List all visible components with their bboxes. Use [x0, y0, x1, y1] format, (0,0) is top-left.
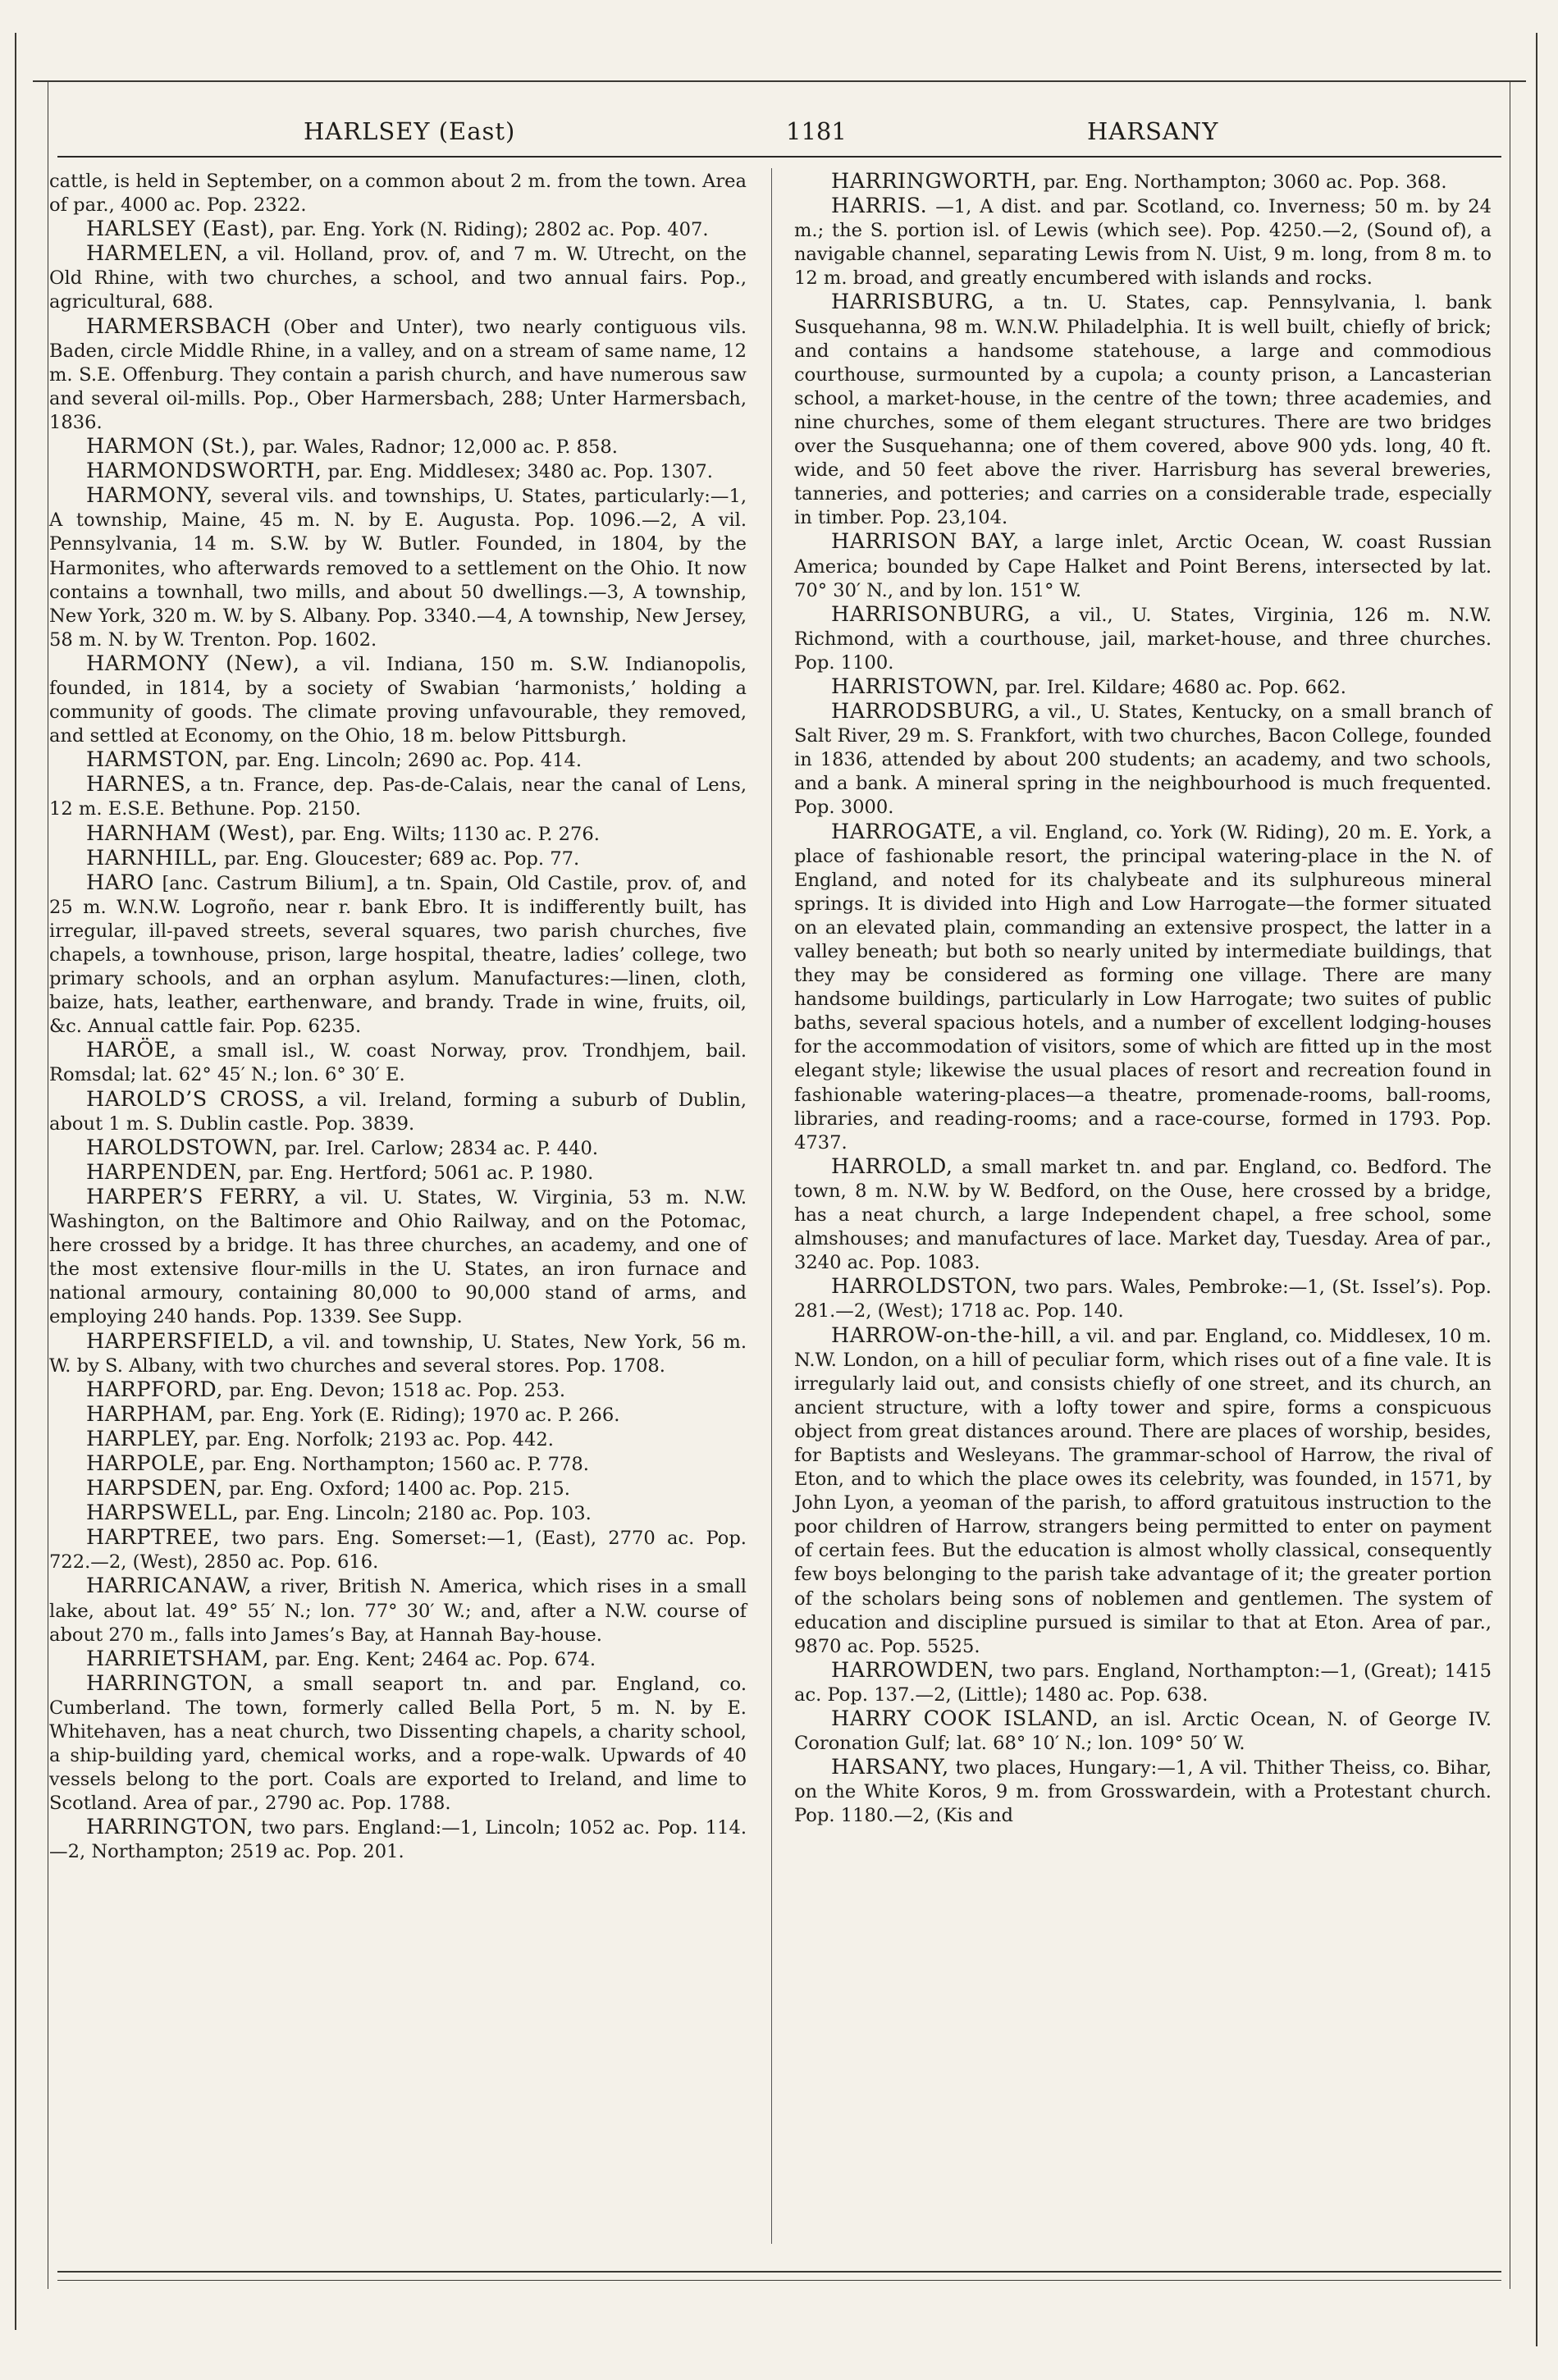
- gazetteer-entry: [49, 1403, 747, 1428]
- left-column: [49, 170, 747, 1865]
- entry-text: par. Irel. Carlow; 2834 ac. P. 440.: [284, 1137, 599, 1159]
- gazetteer-entry: [49, 1161, 747, 1185]
- entry-text: two places, Hungary:—1, A vil. Thither Theiss, co. Bihar, on the White Koros, 9 m. from Grosswardein, with a Protestant church. Pop. 1180.—2, (Kis and: [794, 1757, 1492, 1827]
- entry-headword: HARPFORD,: [86, 1377, 223, 1402]
- entry-headword: HARROLD,: [831, 1153, 953, 1179]
- gazetteer-entry: [49, 847, 747, 871]
- entry-headword: HARMONDSWORTH,: [86, 459, 322, 484]
- entry-text: par. Eng. Gloucester; 689 ac. Pop. 77.: [224, 847, 580, 870]
- entry-headword: HARRINGTON,: [86, 1670, 254, 1696]
- frame-right-line: [1536, 33, 1537, 2346]
- entry-text: a vil. Indiana, 150 m. S.W. Indianopolis, founded, in 1814, by a society of Swabian ‘harmonists,’ holding a community of goods. The climate proving unfavourable, they removed, and settled at Economy, on the Ohio, 18 m. below Pittsburgh.: [49, 653, 747, 747]
- gazetteer-entry: [49, 459, 747, 484]
- entry-headword: HARRISBURG,: [831, 290, 995, 315]
- entry-text: two pars. Eng. Somerset:—1, (East), 2770 ac. Pop. 722.—2, (West), 2850 ac. Pop. 616.: [49, 1528, 747, 1574]
- entry-text: an isl. Arctic Ocean, N. of George IV. Coronation Gulf; lat. 68° 10′ N.; lon. 109° 50′ W.: [794, 1709, 1492, 1755]
- gazetteer-entry: [49, 871, 747, 1039]
- page-number: 1181: [786, 117, 847, 145]
- gazetteer-entry: [794, 290, 1492, 530]
- entry-text: par. Eng. Middlesex; 3480 ac. Pop. 1307.: [327, 461, 713, 483]
- entry-headword: HARMERSBACH: [86, 313, 272, 339]
- entry-headword: HARROGATE,: [831, 819, 985, 844]
- entry-headword: HARPOLE,: [86, 1450, 206, 1476]
- entry-text: (Ober and Unter), two nearly contiguous vils. Baden, circle Middle Rhine, in a valley, and on a stream of same name, 12 m. S.E. Offenburg. They contain a parish church, and have numerous saw and several oil-mills. Pop., Ober Harmersbach, 288; Unter Harmersbach, 1836.: [49, 316, 747, 433]
- entry-text: —1, A dist. and par. Scotland, co. Inverness; 50 m. by 24 m.; the S. portion isl. of Lewis (which see). Pop. 4250.—2, (Sound of), a navigable channel, separating Lewis from N. Uist, 9 m. long, from 8 m. to 12 m. broad, and greatly encumbered with islands and rocks.: [794, 196, 1492, 290]
- entry-headword: HARPERSFIELD,: [86, 1328, 275, 1354]
- gazetteer-entry: [794, 194, 1492, 290]
- entry-text: par. Eng. York (N. Riding); 2802 ac. Pop. 407.: [281, 219, 709, 241]
- gazetteer-entry: [49, 1526, 747, 1574]
- entry-headword: HARNHAM (West),: [86, 820, 296, 846]
- entry-headword: HARPSWELL,: [86, 1501, 240, 1526]
- entry-headword: HAROLD’S CROSS,: [86, 1086, 306, 1112]
- entry-text: two pars. England, Northampton:—1, (Great); 1415 ac. Pop. 137.—2, (Little); 1480 ac. Pop. 638.: [794, 1660, 1492, 1706]
- gazetteer-entry: [49, 1452, 747, 1477]
- entry-text: a small isl., W. coast Norway, prov. Trondhjem, bail. Romsdal; lat. 62° 45′ N.; lon. 6° 30′ E.: [49, 1040, 747, 1086]
- gazetteer-entry: [49, 1428, 747, 1452]
- gazetteer-entry: [49, 1501, 747, 1526]
- gazetteer-entry: [49, 170, 747, 217]
- gazetteer-entry: [49, 217, 747, 242]
- entry-text: a tn. U. States, cap. Pennsylvania, l. bank Susquehanna, 98 m. W.N.W. Philadelphia. It is well built, chiefly of brick; and contains a handsome statehouse, a large and commodious courthouse, surmounted by a cupola; a county prison, a Lancasterian school, a market-house, in the centre of the town; three academies, and nine churches, some of them elegant structures. There are two bridges over the Susquehanna; one of them covered, above 900 yds. long, 40 ft. wide, and 50 feet above the river. Harrisburg has several breweries, tanneries, and potteries; and carries on a considerable trade, especially in timber. Pop. 23,104.: [794, 292, 1492, 529]
- footer-rule-2: [57, 2280, 1501, 2281]
- entry-headword: HARO: [86, 870, 154, 895]
- gazetteer-entry: [49, 1136, 747, 1161]
- entry-text: par. Eng. Wilts; 1130 ac. P. 276.: [301, 823, 600, 845]
- gazetteer-entry: [49, 1039, 747, 1087]
- gazetteer-entry: [794, 675, 1492, 700]
- entry-text: a large inlet, Arctic Ocean, W. coast Russian America; bounded by Cape Halket and Point Berens, intersected by lat. 70° 30′ N., and by lon. 151° W.: [794, 532, 1492, 601]
- gazetteer-entry: [49, 1816, 747, 1864]
- entry-text: par. Eng. Hertford; 5061 ac. P. 1980.: [248, 1162, 594, 1184]
- gazetteer-entry: [794, 530, 1492, 602]
- entry-headword: HARRODSBURG,: [831, 699, 1021, 724]
- entry-headword: HARRY COOK ISLAND,: [831, 1706, 1099, 1731]
- entry-headword: HARRISON BAY,: [831, 529, 1020, 555]
- gazetteer-entry: [49, 1088, 747, 1136]
- entry-headword: HARRINGTON,: [86, 1815, 254, 1840]
- entry-headword: HARNHILL,: [86, 845, 218, 870]
- entry-text: a vil. and township, U. States, New York, 56 m. W. by S. Albany, with two churches and several stores. Pop. 1708.: [49, 1331, 747, 1377]
- frame-top-line: [33, 80, 1526, 82]
- entry-headword: HARMSTON,: [86, 747, 230, 773]
- entry-text: par. Eng. Northampton; 3060 ac. Pop. 368.: [1043, 171, 1447, 193]
- entry-headword: HARRICANAW,: [86, 1574, 253, 1599]
- entry-text: [anc. Castrum Bilium], a tn. Spain, Old Castile, prov. of, and 25 m. W.N.W. Logroño, near r. bank Ebro. It is indifferently built, has irregular, ill-paved streets, several squares, two parish churches, five chapels, a townhouse, prison, large hospital, theatre, ladies’ college, two primary schools, and an orphan asylum. Manufactures:—linen, cloth, baize, hats, leather, earthenware, and brandy. Trade in wine, fruits, oil, &c. Annual cattle fair. Pop. 6235.: [49, 872, 747, 1038]
- entry-headword: HARRINGWORTH,: [831, 169, 1038, 194]
- header-left-word: HARLSEY (East): [304, 117, 516, 145]
- entry-text: par. Eng. Northampton; 1560 ac. P. 778.: [211, 1453, 589, 1475]
- gazetteer-entry: [49, 1647, 747, 1672]
- entry-headword: HARSANY,: [831, 1755, 949, 1780]
- entry-text: cattle, is held in September, on a common about 2 m. from the town. Area of par., 4000 ac. Pop. 2322.: [49, 171, 747, 217]
- entry-text: a vil. U. States, W. Virginia, 53 m. N.W. Washington, on the Baltimore and Ohio Railway, and on the Potomac, here crossed by a bridge. It has three churches, an academy, and one of the most extensive flour-mills in the U. States, an iron furnace and national armoury, containing 80,000 to 90,000 stand of arms, and employing 240 hands. Pop. 1339. See Supp.: [49, 1186, 747, 1328]
- entry-text: par. Eng. Lincoln; 2180 ac. Pop. 103.: [244, 1503, 592, 1525]
- entry-headword: HARPENDEN,: [86, 1159, 243, 1185]
- gazetteer-entry: [49, 242, 747, 314]
- entry-headword: HARMONY,: [86, 483, 213, 509]
- entry-headword: HARPER’S FERRY,: [86, 1184, 300, 1209]
- running-header: [57, 109, 1501, 158]
- gazetteer-entry: [794, 1659, 1492, 1707]
- entry-headword: HARPTREE,: [86, 1525, 221, 1551]
- entry-headword: HAROLDSTOWN,: [86, 1135, 279, 1160]
- entry-text: par. Eng. York (E. Riding); 1970 ac. P. 266.: [220, 1404, 620, 1426]
- right-column: [794, 170, 1492, 1828]
- entry-headword: HARMON (St.),: [86, 434, 257, 459]
- gazetteer-entry: [794, 820, 1492, 1155]
- entry-text: par. Eng. Devon; 1518 ac. Pop. 253.: [229, 1379, 566, 1401]
- entry-headword: HARRIETSHAM,: [86, 1646, 270, 1671]
- entry-text: two pars. England:—1, Lincoln; 1052 ac. Pop. 114.—2, Northampton; 2519 ac. Pop. 201.: [49, 1817, 747, 1863]
- entry-text: a vil., U. States, Virginia, 126 m. N.W. Richmond, with a courthouse, jail, market-house, and three churches. Pop. 1100.: [794, 604, 1492, 674]
- gazetteer-entry: [49, 652, 747, 748]
- gazetteer-entry: [49, 315, 747, 435]
- header-rule: [57, 156, 1501, 158]
- entry-text: several vils. and townships, U. States, particularly:—1, A township, Maine, 45 m. N. by E. Augusta. Pop. 1096.—2, A vil. Pennsylvania, 14 m. S.W. by W. Butler. Founded, in 1804, by the Harmonites, who afterwards removed to a settlement on the Ohio. It now contains a townhall, two mills, and about 50 dwellings.—3, A township, New York, 320 m. W. by S. Albany. Pop. 3340.—4, A township, New Jersey, 58 m. N. by W. Trenton. Pop. 1602.: [49, 486, 747, 651]
- entry-text: par. Eng. Norfolk; 2193 ac. Pop. 442.: [205, 1428, 554, 1450]
- entry-text: a vil. Holland, prov. of, and 7 m. W. Utrecht, on the Old Rhine, with two churches, a school, and two annual fairs. Pop., agricultural, 688.: [49, 244, 747, 313]
- gazetteer-entry: [49, 1672, 747, 1816]
- gazetteer-entry: [794, 1155, 1492, 1275]
- entry-text: a river, British N. America, which rises in a small lake, about lat. 49° 55′ N.; lon. 77° 30′ W.; and, after a N.W. course of about 270 m., falls into James’s Bay, at Hannah Bay-house.: [49, 1576, 747, 1646]
- gazetteer-entry: [794, 1324, 1492, 1659]
- entry-headword: HARNES,: [86, 772, 192, 797]
- entry-text: par. Eng. Lincoln; 2690 ac. Pop. 414.: [235, 750, 583, 772]
- entry-text: a vil. England, co. York (W. Riding), 20 m. E. York, a place of fashionable resort, the principal watering-place in the N. of England, and noted for its chalybeate and its sulphureous mineral springs. It is divided into High and Low Harrogate—the former situated on an elevated plain, commanding an extensive prospect, the latter in a valley beneath; but both so nearly united by intermediate buildings, that they may be considered as forming one village. There are many handsome buildings, particularly in Low Harrogate; two suites of public baths, several spacious hotels, and a number of excellent lodging-houses for the accommodation of visitors, some of which are fitted up in the most elegant style; likewise the usual places of resort and recreation found in fashionable watering-places—a theatre, promenade-rooms, ball-rooms, libraries, and reading-rooms; and a race-course, formed in 1793. Pop. 4737.: [794, 821, 1492, 1153]
- entry-text: par. Irel. Kildare; 4680 ac. Pop. 662.: [1005, 676, 1346, 698]
- footer-rule: [57, 2271, 1501, 2273]
- frame-left-line: [15, 33, 16, 2330]
- gazetteer-entry: [794, 603, 1492, 675]
- entry-text: two pars. Wales, Pembroke:—1, (St. Issel’s). Pop. 281.—2, (West); 1718 ac. Pop. 140.: [794, 1277, 1492, 1322]
- entry-headword: HARPSDEN,: [86, 1476, 223, 1501]
- entry-headword: HARRISTOWN,: [831, 674, 1000, 699]
- entry-headword: HARMELEN,: [86, 241, 229, 267]
- gazetteer-entry: [49, 484, 747, 652]
- entry-headword: HARRIS.: [831, 194, 928, 219]
- entry-text: par. Wales, Radnor; 12,000 ac. P. 858.: [262, 436, 618, 459]
- entry-text: a small market tn. and par. England, co. Bedford. The town, 8 m. N.W. by W. Bedford, on the Ouse, here crossed by a bridge, has a neat church, a large Independent chapel, a free school, some almshouses; and manufactures of lace. Market day, Tuesday. Area of par., 3240 ac. Pop. 1083.: [794, 1156, 1492, 1274]
- gazetteer-entry: [794, 1756, 1492, 1828]
- entry-text: a vil. and par. England, co. Middlesex, 10 m. N.W. London, on a hill of peculiar form, which rises out of a fine vale. It is irregularly laid out, and consists chiefly of one street, and its church, an ancient structure, with a lofty tower and spire, forms a conspicuous object from great distances around. There are places of worship, besides, for Baptists and Wesleyans. The grammar-school of Harrow, the rival of Eton, and to which the place owes its celebrity, was founded, in 1571, by John Lyon, a yeoman of the parish, to afford gratuitous instruction to the poor children of Harrow, strangers being permitted to enter on payment of certain fees. But the education is almost wholly classical, consequently few boys belonging to the parish take advantage of it; the greater portion of the scholars being sons of noblemen and gentlemen. The system of education and discipline pursued is similar to that at Eton. Area of par., 9870 ac. Pop. 5525.: [794, 1325, 1492, 1657]
- entry-headword: HARROLDSTON,: [831, 1274, 1018, 1300]
- gazetteer-entry: [49, 822, 747, 847]
- entry-headword: HARRISONBURG,: [831, 601, 1031, 627]
- gazetteer-entry: [794, 700, 1492, 820]
- entry-headword: HARMONY (New),: [86, 651, 300, 676]
- entry-text: a tn. France, dep. Pas-de-Calais, near the canal of Lens, 12 m. E.S.E. Bethune. Pop. 2150.: [49, 774, 747, 820]
- gazetteer-entry: [49, 773, 747, 821]
- entry-headword: HARROWDEN,: [831, 1657, 995, 1683]
- entry-text: a vil. Ireland, forming a suburb of Dublin, about 1 m. S. Dublin castle. Pop. 3839.: [49, 1089, 747, 1135]
- entry-text: a small seaport tn. and par. England, co. Cumberland. The town, formerly called Bella Port, 5 m. N. by E. Whitehaven, has a neat church, two Dissenting chapels, a charity school, a ship-building yard, chemical works, and a rope-walk. Upwards of 40 vessels belong to the port. Coals are exported to Ireland, and lime to Scotland. Area of par., 2790 ac. Pop. 1788.: [49, 1673, 747, 1815]
- gazetteer-entry: [49, 1574, 747, 1647]
- entry-headword: HARPLEY,: [86, 1426, 200, 1451]
- entry-headword: HARÖE,: [86, 1038, 177, 1063]
- gazetteer-entry: [49, 1378, 747, 1403]
- gazetteer-entry: [49, 1330, 747, 1378]
- gazetteer-entry: [49, 1477, 747, 1501]
- entry-headword: HARPHAM,: [86, 1401, 214, 1427]
- gazetteer-entry: [794, 1275, 1492, 1323]
- entry-text: par. Eng. Oxford; 1400 ac. Pop. 215.: [229, 1478, 570, 1501]
- gazetteer-entry: [794, 1707, 1492, 1756]
- entry-headword: HARROW-on-the-hill,: [831, 1322, 1063, 1348]
- entry-text: a vil., U. States, Kentucky, on a small branch of Salt River, 29 m. S. Frankfort, with two churches, Bacon College, founded in 1836, attended by about 200 students; an academy, and two schools, and a bank. A mineral spring in the neighbourhood is much frequented. Pop. 3000.: [794, 701, 1492, 819]
- gazetteer-entry: [49, 1185, 747, 1330]
- column-separator: [771, 168, 772, 2244]
- gazetteer-entry: [49, 435, 747, 459]
- entry-text: par. Eng. Kent; 2464 ac. Pop. 674.: [275, 1648, 596, 1670]
- entry-headword: HARLSEY (East),: [86, 217, 276, 242]
- gazetteer-entry: [794, 170, 1492, 194]
- gazetteer-entry: [49, 748, 747, 773]
- header-right-word: HARSANY: [1087, 117, 1219, 145]
